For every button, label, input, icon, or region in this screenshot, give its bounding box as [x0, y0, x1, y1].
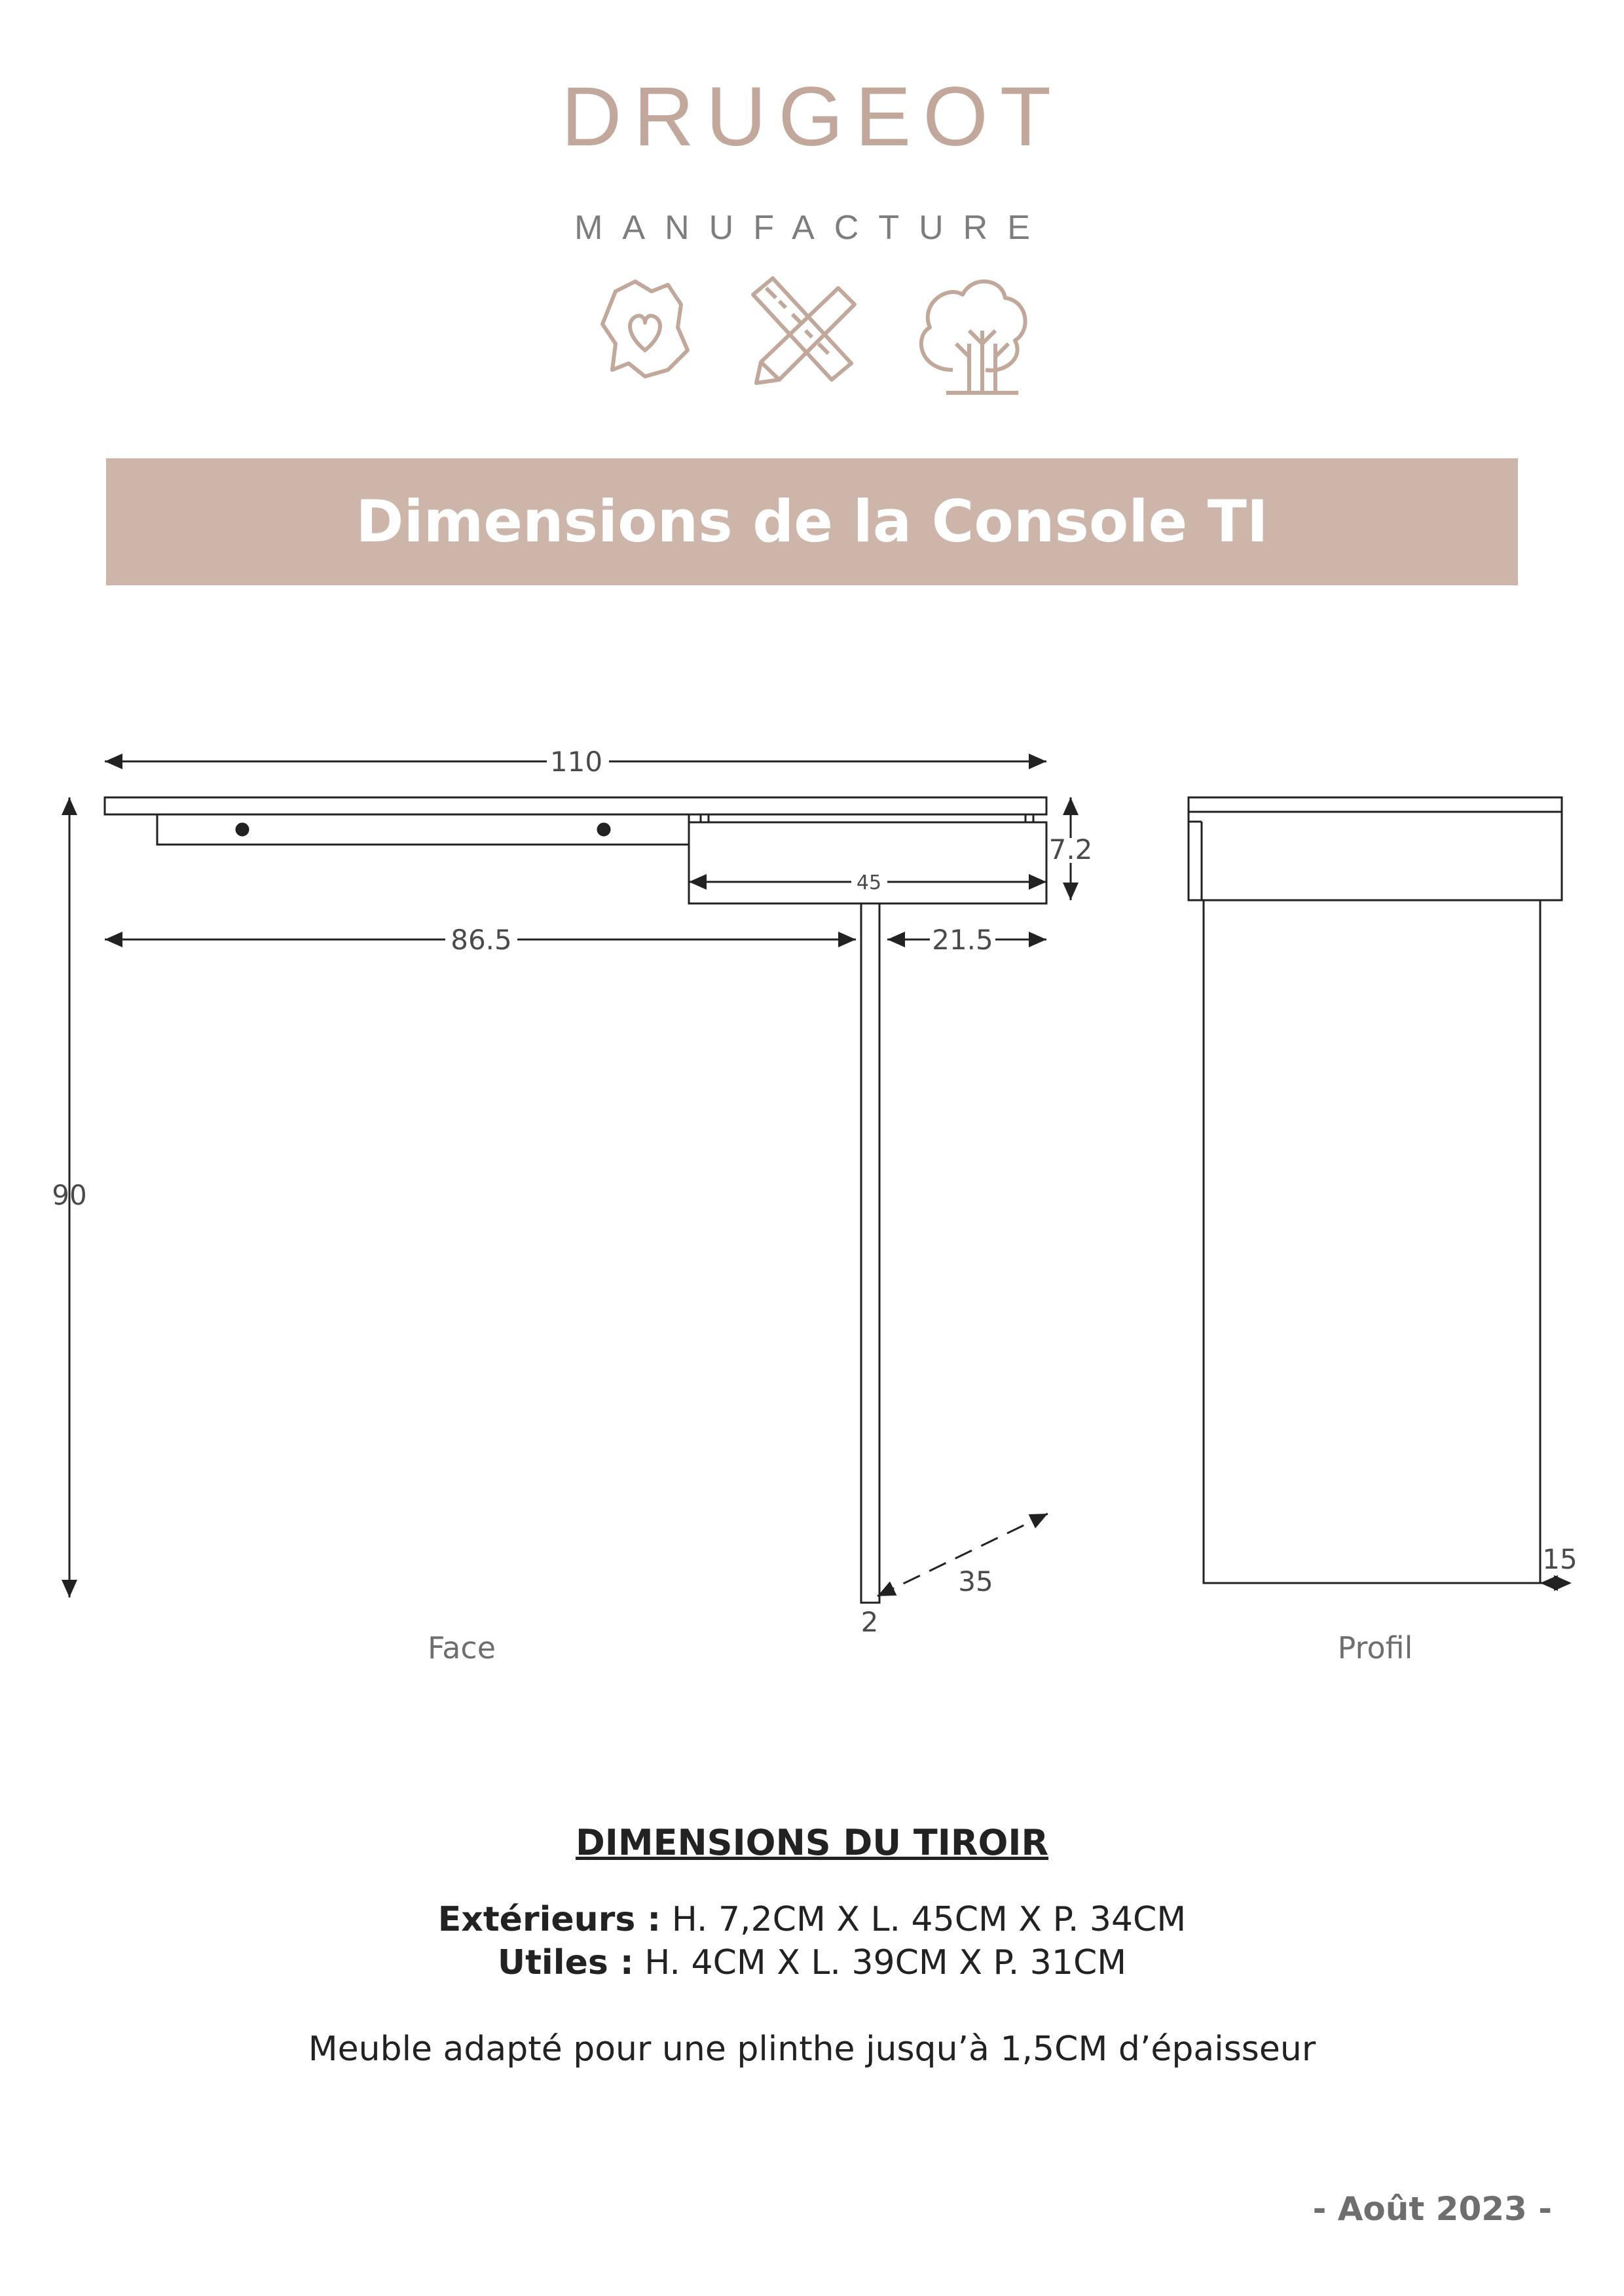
france-heart-icon: [602, 282, 688, 376]
dim-drawer-height: 7.2: [1048, 833, 1093, 866]
tree-icon: [921, 282, 1025, 393]
dim-right-span: 21.5: [932, 924, 993, 956]
document-date: - Août 2023 -: [1312, 2190, 1552, 2228]
face-label: Face: [427, 1630, 496, 1666]
plinth-note: Meuble adapté pour une plinthe jusqu’à 1,5CM d’épaisseur: [308, 2030, 1316, 2069]
exterior-label: Extérieurs :: [437, 1900, 661, 1939]
dim-left-span: 86.5: [451, 924, 512, 956]
profile-view: [1189, 797, 1562, 1583]
apron-screw: [598, 824, 610, 835]
dim-leg: 2: [860, 1606, 879, 1638]
technical-drawing: [0, 720, 1624, 1702]
exterior-value: H. 7,2CM X L. 45CM X P. 34CM: [661, 1900, 1187, 1939]
console-top: [105, 797, 1046, 814]
profile-label: Profil: [1337, 1630, 1413, 1666]
useful-dimensions: [0, 1943, 1624, 1982]
dim-depth: 35: [958, 1565, 993, 1597]
profile-leg-frame: [1204, 900, 1540, 1583]
dim-drawer-width: 45: [856, 871, 882, 894]
profile-apron: [1189, 812, 1562, 900]
profile-top: [1189, 797, 1562, 812]
useful-value: H. 4CM X L. 39CM X P. 31CM: [633, 1943, 1127, 1982]
brand-logo: DRUGEOT: [561, 70, 1063, 164]
brand-icons: [589, 265, 1035, 396]
exterior-dimensions: [0, 1900, 1624, 1939]
useful-label: Utiles :: [497, 1943, 634, 1982]
pencil-ruler-icon: [753, 278, 855, 383]
drawer-dimensions-title: DIMENSIONS DU TIROIR: [575, 1822, 1049, 1863]
dim-height: 90: [52, 1179, 87, 1211]
brand-subtitle: MANUFACTURE: [574, 209, 1050, 247]
face-view: [105, 797, 1046, 1603]
apron-screw: [236, 824, 248, 835]
dim-plinth: 15: [1542, 1543, 1578, 1575]
dim-total-width: 110: [549, 746, 603, 778]
console-leg: [861, 903, 879, 1603]
page-title: Dimensions de la Console TI: [356, 488, 1268, 555]
